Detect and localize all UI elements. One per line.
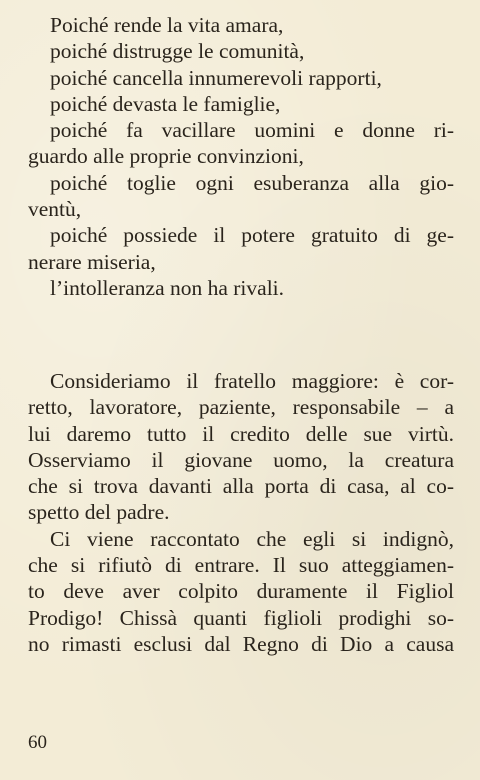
poem-line-5: poiché fa vacillare uomini e donne ri-: [50, 118, 454, 143]
poem-line-11: l’intolleranza non ha rivali.: [50, 275, 285, 300]
paragraph-1-line-4: Osserviamo il giovane uomo, la creatura: [28, 447, 454, 472]
paragraph-1-line-2: retto, lavoratore, paziente, responsabile – a: [28, 395, 454, 420]
paragraph-2-line-4: Prodigo! Chissà quanti figlioli prodighi so-: [28, 605, 454, 630]
paragraph-2-line-2: che si rifiutò di entrare. Il suo atteggiamen-: [28, 553, 454, 578]
paragraph-2-line-5: no rimasti esclusi dal Regno di Dio a causa: [28, 631, 454, 656]
paragraph-1: [28, 368, 454, 526]
poem-line-4: poiché devasta le famiglie,: [50, 91, 281, 116]
poem-line-10: nerare miseria,: [28, 249, 156, 274]
poem-line-1: Poiché rende la vita amara,: [50, 13, 284, 37]
paragraph-1-line-3: lui daremo tutto il credito delle sue virtù.: [28, 421, 454, 446]
poem-line-9: poiché possiede il potere gratuito di ge-: [50, 223, 454, 248]
poem-line-2: poiché distrugge le comunità,: [50, 39, 305, 64]
page-number: 60: [28, 732, 47, 753]
paragraph-2-line-3: to deve aver colpito duramente il Figliol: [28, 579, 454, 604]
poem-line-3: poiché cancella innumerevoli rapporti,: [50, 65, 382, 90]
paragraph-1-line-6: spetto del padre.: [28, 500, 170, 525]
poem-stanza: [28, 12, 454, 301]
poem-line-6: guardo alle proprie convinzioni,: [28, 144, 304, 169]
paragraph-1-line-1: Consideriamo il fratello maggiore: è cor-: [50, 369, 454, 393]
paragraph-2-line-1: Ci viene raccontato che egli si indignò,: [50, 526, 454, 551]
prose-body: [28, 368, 454, 657]
paragraph-1-line-5: che si trova davanti alla porta di casa, al co-: [28, 474, 454, 499]
paragraph-2: [28, 526, 454, 657]
poem-line-7: poiché toglie ogni esuberanza alla gio-: [50, 170, 454, 195]
poem-line-8: ventù,: [28, 197, 82, 222]
